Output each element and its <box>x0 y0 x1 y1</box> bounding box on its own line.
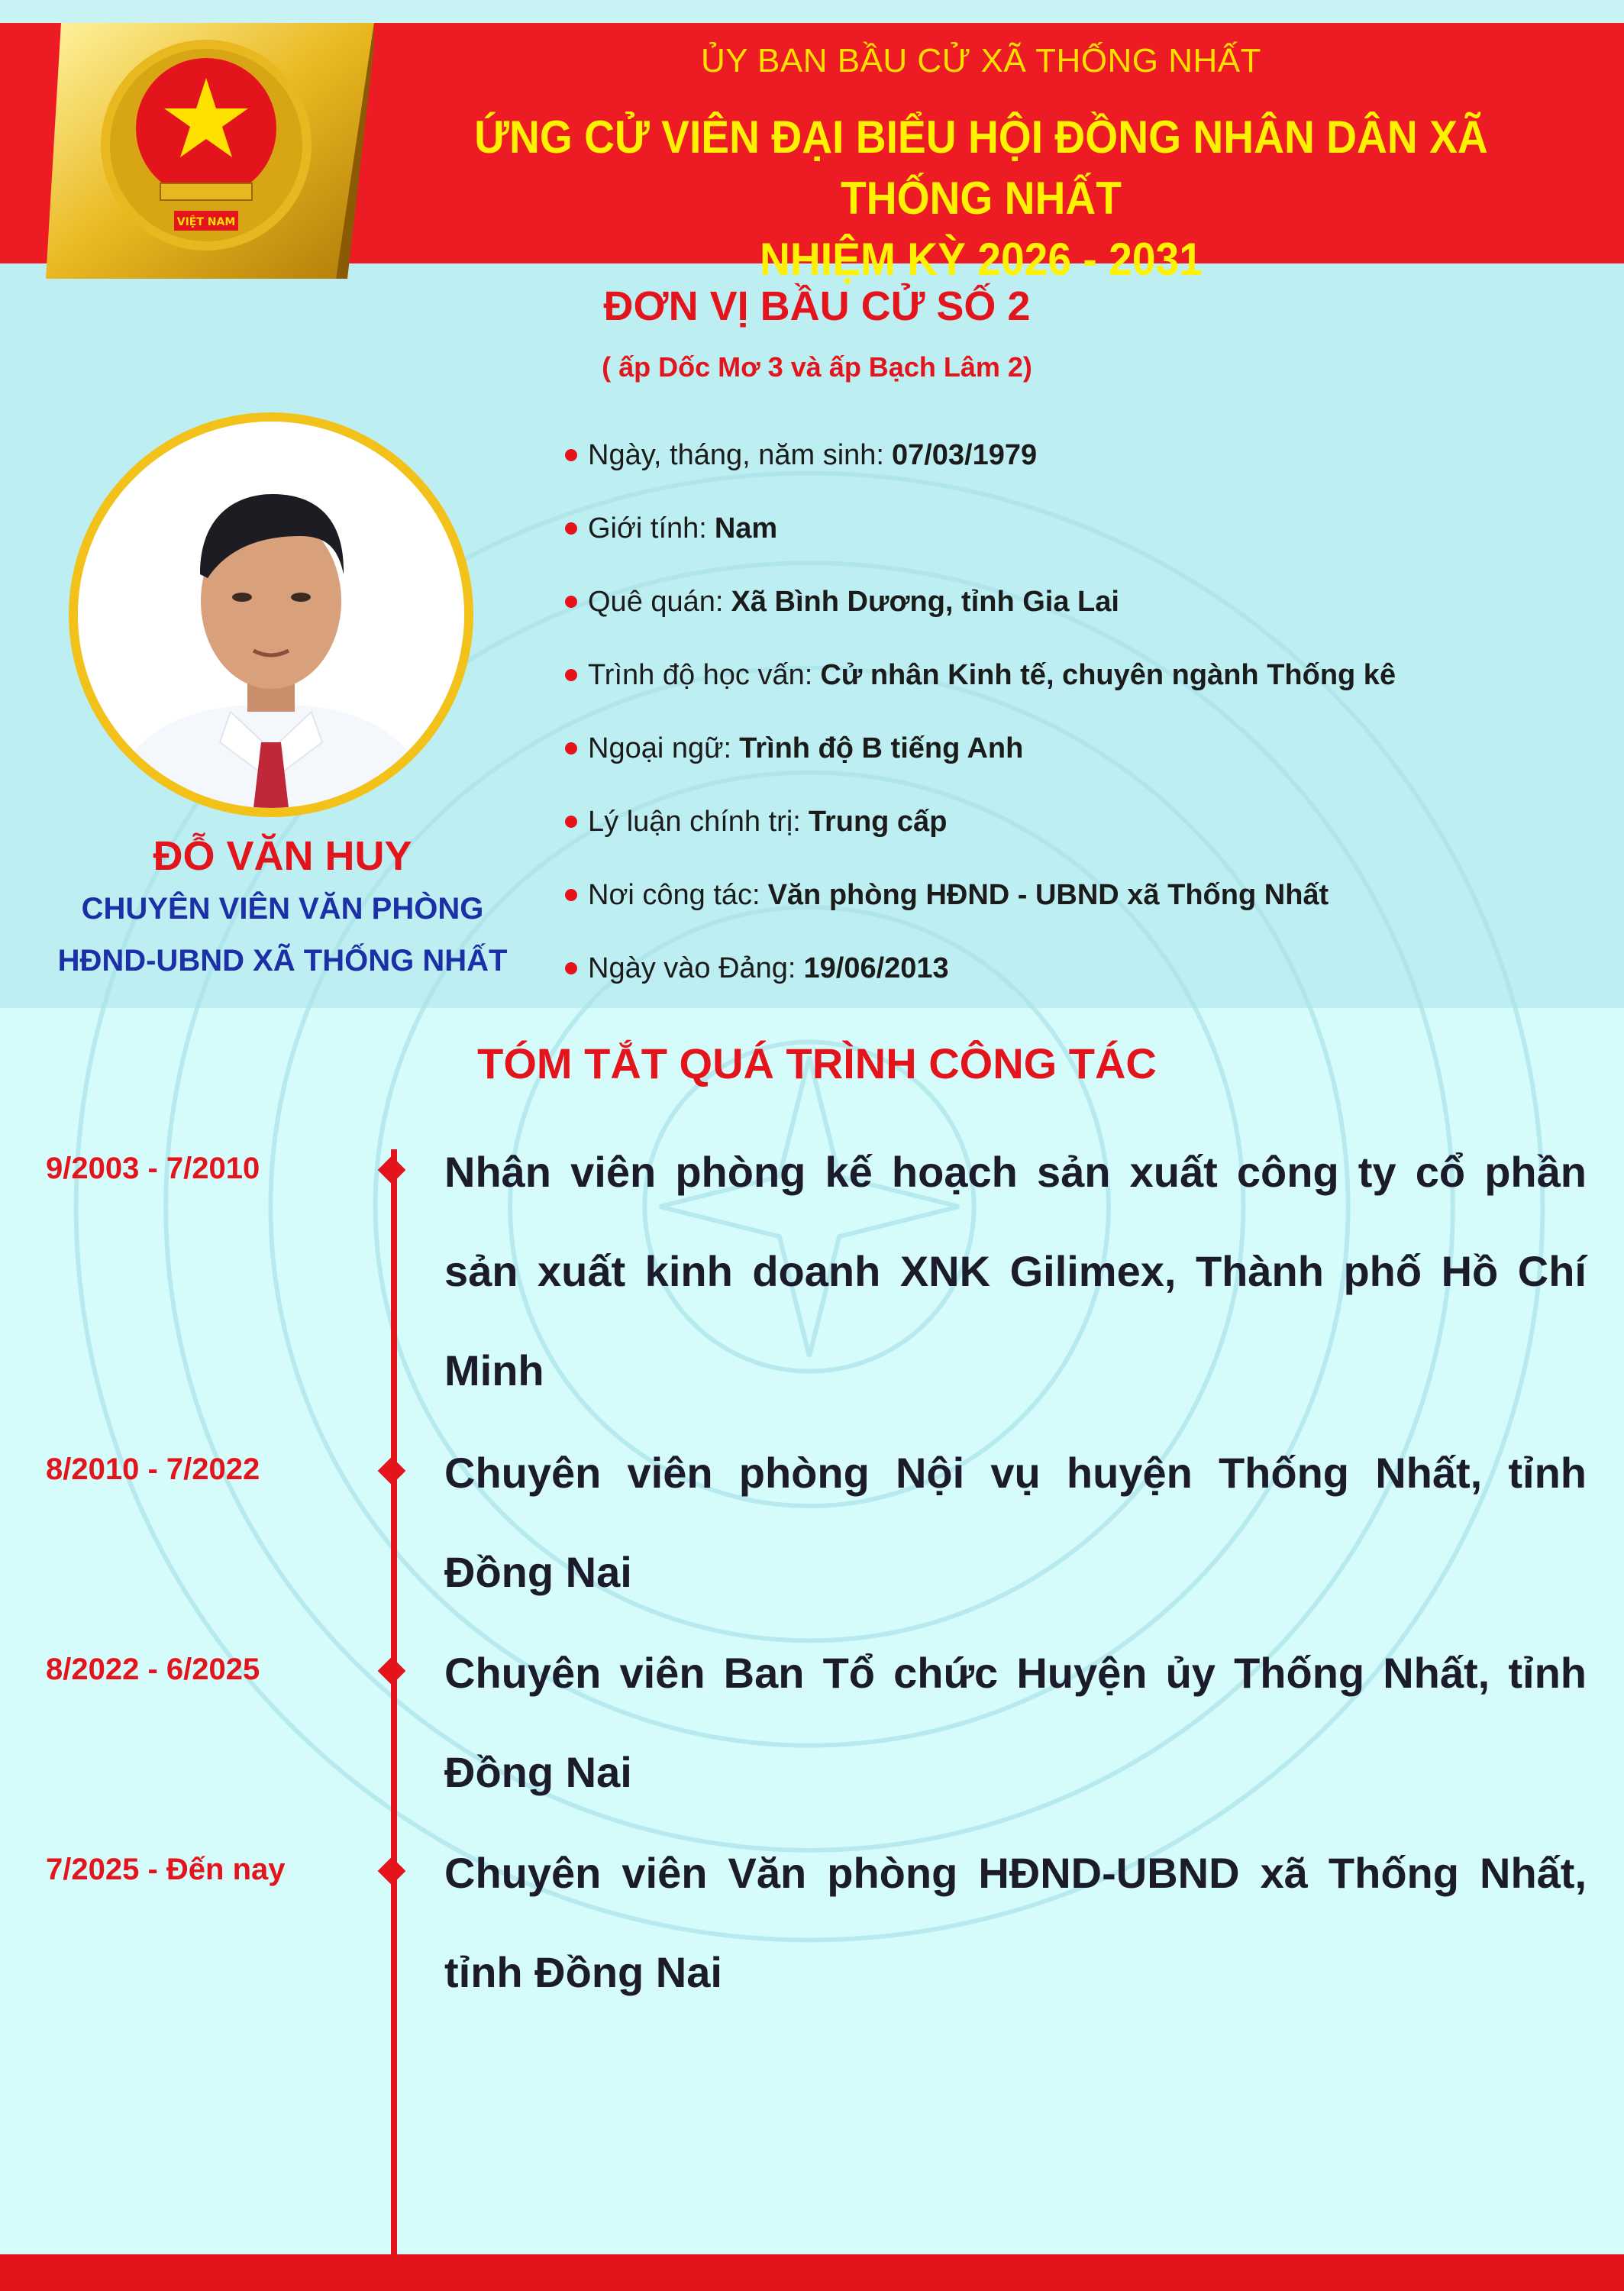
poster-title <box>415 107 1546 290</box>
info-label: Giới tính: <box>588 512 707 544</box>
info-value: 07/03/1979 <box>891 438 1038 471</box>
career-period: 7/2025 - Đến nay <box>46 1853 286 1886</box>
info-value: Trình độ B tiếng Anh <box>739 732 1024 764</box>
candidate-role-line1: CHUYÊN VIÊN VĂN PHÒNG <box>81 892 484 926</box>
info-birth-date <box>565 418 1588 492</box>
timeline-line <box>391 1149 397 2257</box>
electoral-unit-subtitle: ( ấp Dốc Mơ 3 và ấp Bạch Lâm 2) <box>602 351 1032 383</box>
career-period: 9/2003 - 7/2010 <box>46 1152 260 1185</box>
footer-band <box>0 2254 1624 2291</box>
info-label: Trình độ học vấn: <box>588 658 813 691</box>
info-value: Nam <box>714 512 778 544</box>
bullet-icon <box>565 449 577 461</box>
info-label: Quê quán: <box>588 585 724 618</box>
committee-name: ỦY BAN BẦU CỬ XÃ THỐNG NHẤT <box>700 42 1262 79</box>
info-value: Xã Bình Dương, tỉnh Gia Lai <box>731 585 1119 618</box>
info-value: Cử nhân Kinh tế, chuyên ngành Thống kê <box>820 658 1396 691</box>
info-political-theory <box>565 785 1588 858</box>
candidate-role-line2: HĐND-UBND XÃ THỐNG NHẤT <box>57 944 508 977</box>
career-period: 8/2022 - 6/2025 <box>46 1653 260 1686</box>
info-workplace <box>565 858 1588 932</box>
info-education <box>565 638 1588 712</box>
info-label: Ngày, tháng, năm sinh: <box>588 438 884 471</box>
bullet-icon <box>565 816 577 828</box>
info-value: Văn phòng HĐND - UBND xã Thống Nhất <box>767 878 1329 911</box>
poster-title-line2: NHIỆM KỲ 2026 - 2031 <box>760 234 1203 285</box>
bullet-icon <box>565 962 577 974</box>
svg-text:VIỆT NAM: VIỆT NAM <box>176 216 236 228</box>
candidate-portrait <box>78 422 464 808</box>
bullet-icon <box>565 742 577 755</box>
info-hometown <box>565 565 1588 638</box>
portrait-illustration <box>78 422 464 808</box>
info-gender <box>565 492 1588 565</box>
national-emblem-icon <box>92 31 321 260</box>
bullet-icon <box>565 596 577 608</box>
info-value: 19/06/2013 <box>803 952 949 984</box>
info-label: Nơi công tác: <box>588 878 760 911</box>
info-foreign-language <box>565 712 1588 785</box>
career-description: Chuyên viên Văn phòng HĐND-UBND xã Thống Nhất, tỉnh Đồng Nai <box>444 1849 1587 1996</box>
info-party-date <box>565 932 1588 1005</box>
career-description: Chuyên viên phòng Nội vụ huyện Thống Nhất, tỉnh Đồng Nai <box>444 1449 1587 1596</box>
career-description: Nhân viên phòng kế hoạch sản xuất công ty cổ phần sản xuất kinh doanh XNK Gilimex, Thành phố Hồ Chí Minh <box>444 1148 1587 1394</box>
candidate-name: ĐỖ VĂN HUY <box>153 833 412 879</box>
poster-title-line1: ỨNG CỬ VIÊN ĐẠI BIỂU HỘI ĐỒNG NHÂN DÂN XÃ THỐNG NHẤT <box>474 111 1488 224</box>
bullet-icon <box>565 889 577 901</box>
electoral-unit-title: ĐƠN VỊ BẦU CỬ SỐ 2 <box>603 283 1031 329</box>
info-label: Lý luận chính trị: <box>588 805 801 838</box>
info-label: Ngoại ngữ: <box>588 732 732 764</box>
bullet-icon <box>565 669 577 681</box>
personal-info-list <box>565 418 1588 1005</box>
career-description: Chuyên viên Ban Tổ chức Huyện ủy Thống Nhất, tỉnh Đồng Nai <box>444 1649 1587 1796</box>
info-label: Ngày vào Đảng: <box>588 952 796 984</box>
info-value: Trung cấp <box>808 805 948 838</box>
career-period: 8/2010 - 7/2022 <box>46 1452 260 1486</box>
career-section-title: TÓM TẮT QUÁ TRÌNH CÔNG TÁC <box>477 1039 1157 1087</box>
bullet-icon <box>565 522 577 535</box>
